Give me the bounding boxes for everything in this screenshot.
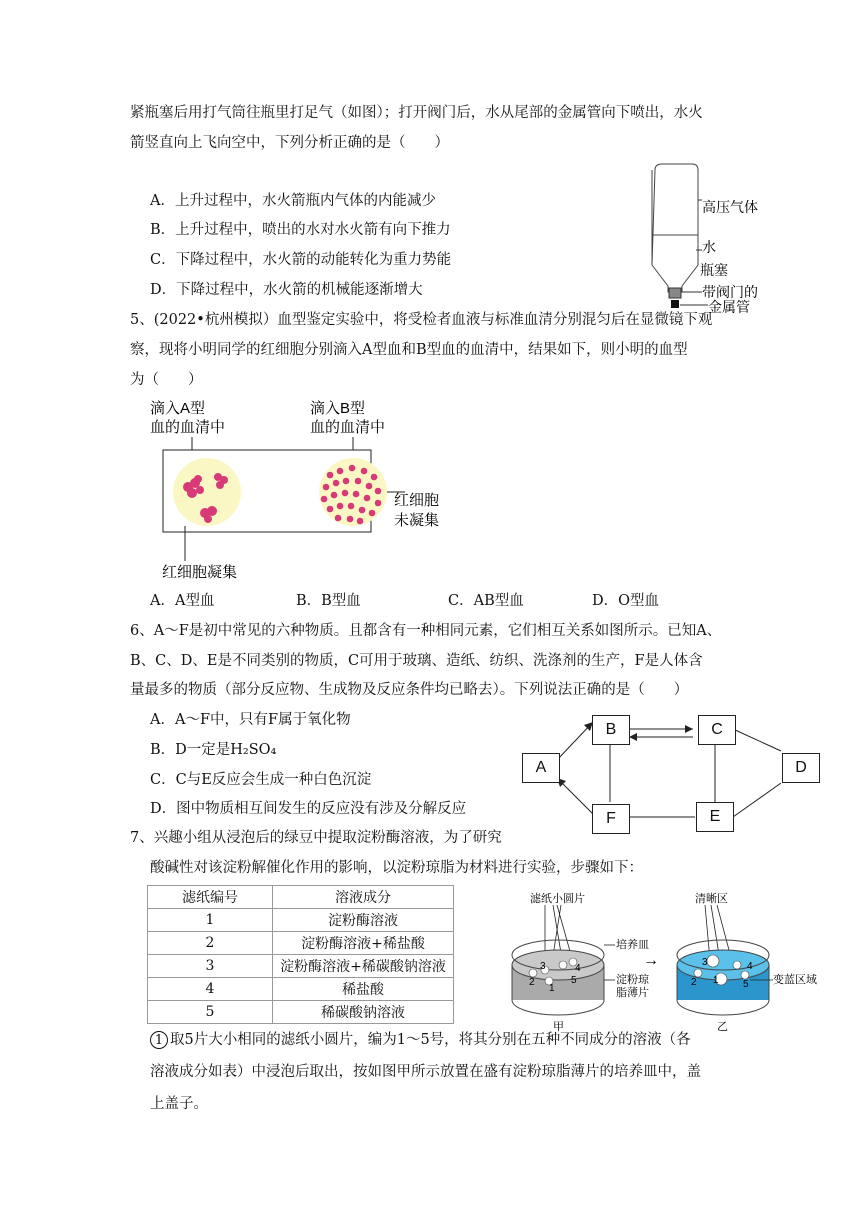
q5-line3: 为（ ） [130,372,203,388]
table-cell: 淀粉酶溶液+稀盐酸 [273,932,454,955]
water-rocket-figure [640,160,780,315]
label-a-serum-1: 滴入A型 [150,400,206,417]
label-not-agglutinated-2: 未凝集 [394,512,440,529]
table-cell: 5 [148,1001,273,1024]
q4-option-a: A．上升过程中，水火箭瓶内气体的内能减少 [150,193,436,209]
q5-option-a: A．A型血 [150,593,215,609]
svg-text:1: 1 [549,983,555,994]
svg-text:→: → [643,952,659,969]
table-cell: 2 [148,932,273,955]
q5-line1: 5、(2022•杭州模拟）血型鉴定实验中，将受检者血液与标准血清分别混匀后在显微镜下观 [130,312,713,328]
svg-text:1: 1 [713,975,719,986]
q5-option-b: B．B型血 [296,593,361,609]
node-f: F [592,804,630,834]
table-row [148,1001,454,1024]
q6-option-a: A．A～F中，只有F属于氧化物 [150,712,351,728]
table-cell: 稀盐酸 [273,978,454,1001]
table-row [148,978,454,1001]
table-row [148,932,454,955]
label-filter-paper: 滤纸小圆片 [530,893,585,905]
node-a: A [522,753,560,783]
svg-text:2: 2 [529,977,535,988]
node-d: D [782,753,820,783]
label-stopper: 瓶塞 [700,262,728,278]
q6-line1: 6、A～F是初中常见的六种物质。且都含有一种相同元素，它们相互关系如图所示。已知A、 [130,623,722,639]
q4-option-b: B．上升过程中，喷出的水对水火箭有向下推力 [150,222,451,238]
table-cell: 稀碳酸钠溶液 [273,1001,454,1024]
label-agglutinated: 红细胞凝集 [162,564,238,581]
svg-text:5: 5 [571,975,577,986]
label-valve-2: 金属管 [708,299,750,315]
label-b-serum-2: 血的血清中 [310,419,386,436]
q4-option-c: C．下降过程中，水火箭的动能转化为重力势能 [150,252,452,268]
label-yi: 乙 [717,1021,728,1033]
label-agar-1: 淀粉琼 [616,974,649,986]
q5-option-c: C．AB型血 [448,593,524,609]
label-petri-dish: 培养皿 [616,939,649,951]
step1-text: 取5片大小相同的滤纸小圆片，编为1～5号，将其分别在五种不同成分的溶液（各 [170,1032,691,1048]
blood-type-figure [140,395,480,585]
table-row [148,909,454,932]
table-header: 溶液成分 [273,886,454,909]
q4-line2: 箭竖直向上飞向空中，下列分析正确的是（ ） [130,135,449,151]
table-header: 滤纸编号 [148,886,273,909]
q7-step1-line1 [150,1030,691,1050]
q4-option-d: D．下降过程中，水火箭的机械能逐渐增大 [150,282,423,298]
node-b: B [592,715,630,745]
label-b-serum-1: 滴入B型 [310,400,366,417]
table-header-row [148,886,454,909]
q6-option-d: D．图中物质相互间发生的反应没有涉及分解反应 [150,801,467,817]
q7-line1: 7、兴趣小组从浸泡后的绿豆中提取淀粉酶溶液，为了研究 [130,830,502,846]
filter-paper-table [147,885,454,1024]
table-cell: 淀粉酶溶液+稀碳酸钠溶液 [273,955,454,978]
label-water: 水 [702,239,716,255]
q6-line2: B、C、D、E是不同类别的物质，C可用于玻璃、造纸、纺织、洗涤剂的生产，F是人体含 [130,653,703,669]
table-cell: 淀粉酶溶液 [273,909,454,932]
step-number-circle: 1 [150,1031,168,1049]
q4-line1: 紧瓶塞后用打气筒往瓶里打足气（如图）；打开阀门后，水从尾部的金属管向下喷出，水火 [130,105,703,121]
table-cell: 4 [148,978,273,1001]
q6-option-c: C．C与E反应会生成一种白色沉淀 [150,772,372,788]
petri-dish-figure [505,885,825,1035]
svg-text:2: 2 [691,977,697,988]
label-blue-area: 变蓝区域 [773,974,817,986]
svg-text:4: 4 [575,963,581,974]
table-cell: 3 [148,955,273,978]
table-cell: 1 [148,909,273,932]
label-not-agglutinated-1: 红细胞 [394,492,440,509]
table-row [148,955,454,978]
node-e: E [696,802,734,832]
q6-option-b: B．D一定是H₂SO₄ [150,742,277,758]
label-jia: 甲 [553,1021,564,1033]
q5-option-d: D．O型血 [592,593,660,609]
q5-line2: 察，现将小明同学的红细胞分别滴入A型血和B型血的血清中，结果如下，则小明的血型 [130,342,688,358]
svg-text:3: 3 [702,957,708,968]
q7-step1-line2: 溶液成分如表）中浸泡后取出，按如图甲所示放置在盛有淀粉琼脂薄片的培养皿中，盖 [150,1064,701,1080]
label-high-pressure-gas: 高压气体 [702,199,758,215]
svg-text:3: 3 [540,961,546,972]
q7-step1-line3: 上盖子。 [150,1096,208,1112]
label-agar-2: 脂薄片 [616,987,649,999]
substance-relation-diagram [515,710,825,840]
q7-line2: 酸碱性对该淀粉解催化作用的影响，以淀粉琼脂为材料进行实验，步骤如下： [150,860,643,876]
node-c: C [698,715,736,745]
label-a-serum-2: 血的血清中 [150,419,226,436]
q6-line3: 量最多的物质（部分反应物、生成物及反应条件均已略去）。下列说法正确的是（ ） [130,682,689,698]
svg-text:5: 5 [743,979,749,990]
svg-text:4: 4 [747,961,753,972]
label-valve-1: 带阀门的 [702,284,758,300]
label-clear-zone: 清晰区 [695,893,728,905]
